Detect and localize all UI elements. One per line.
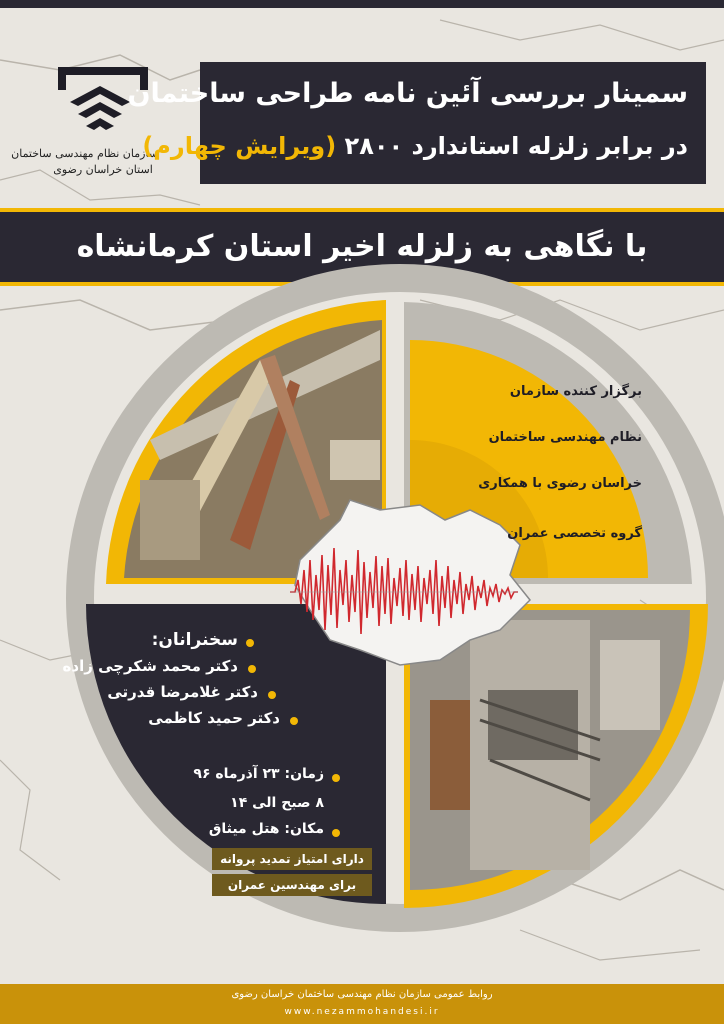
organizer-line-2: نظام مهندسی ساختمان	[488, 430, 642, 445]
footer-public-relations: روابط عمومی سازمان نظام مهندسی ساختمان خراسان رضوی	[231, 989, 493, 1000]
speaker-2-name: دکتر غلامرضا قدرتی	[107, 683, 258, 701]
organizer-line-4: گروه تخصصی عمران	[507, 526, 642, 541]
logo-province: استان خراسان رضوی	[53, 163, 153, 176]
organizer-line-3: خراسان رضوی با همکاری	[478, 476, 642, 491]
subtitle-main: در برابر زلزله استاندارد ۲۸۰۰	[344, 132, 688, 160]
license-credit-badge: دارای امتیاز تمدید پروانه	[212, 848, 372, 870]
footer-website-link[interactable]: www.nezammohandesi.ir	[284, 1007, 440, 1017]
footer-bar	[0, 984, 724, 1024]
speaker-1-bullet	[248, 665, 256, 673]
place-bullet	[332, 829, 340, 837]
organizer-line-1: برگزار کننده سازمان	[509, 384, 642, 399]
event-hours: ۸ صبح الی ۱۴	[230, 795, 324, 811]
civil-engineers-badge: برای مهندسین عمران	[212, 874, 372, 896]
event-date: زمان: ۲۳ آذرماه ۹۶	[193, 766, 324, 782]
speaker-3-name: دکتر حمید کاظمی	[148, 709, 280, 727]
subtitle-edition: (ویرایش چهارم)	[142, 132, 337, 160]
speaker-3-bullet	[290, 717, 298, 725]
speaker-1-name: دکتر محمد شکرچی زاده	[62, 657, 238, 675]
speakers-title: سخنرانان:	[151, 630, 238, 650]
event-place: مکان: هتل میثاق	[208, 821, 324, 837]
speaker-2-bullet	[268, 691, 276, 699]
seminar-title: سمینار بررسی آئین نامه طراحی ساختمان	[127, 78, 688, 109]
time-bullet	[332, 774, 340, 782]
banner-text: با نگاهی به زلزله اخیر استان کرمانشاه	[76, 229, 648, 264]
speakers-bullet	[246, 639, 254, 647]
logo-org-name: سازمان نظام مهندسی ساختمان	[11, 147, 158, 160]
